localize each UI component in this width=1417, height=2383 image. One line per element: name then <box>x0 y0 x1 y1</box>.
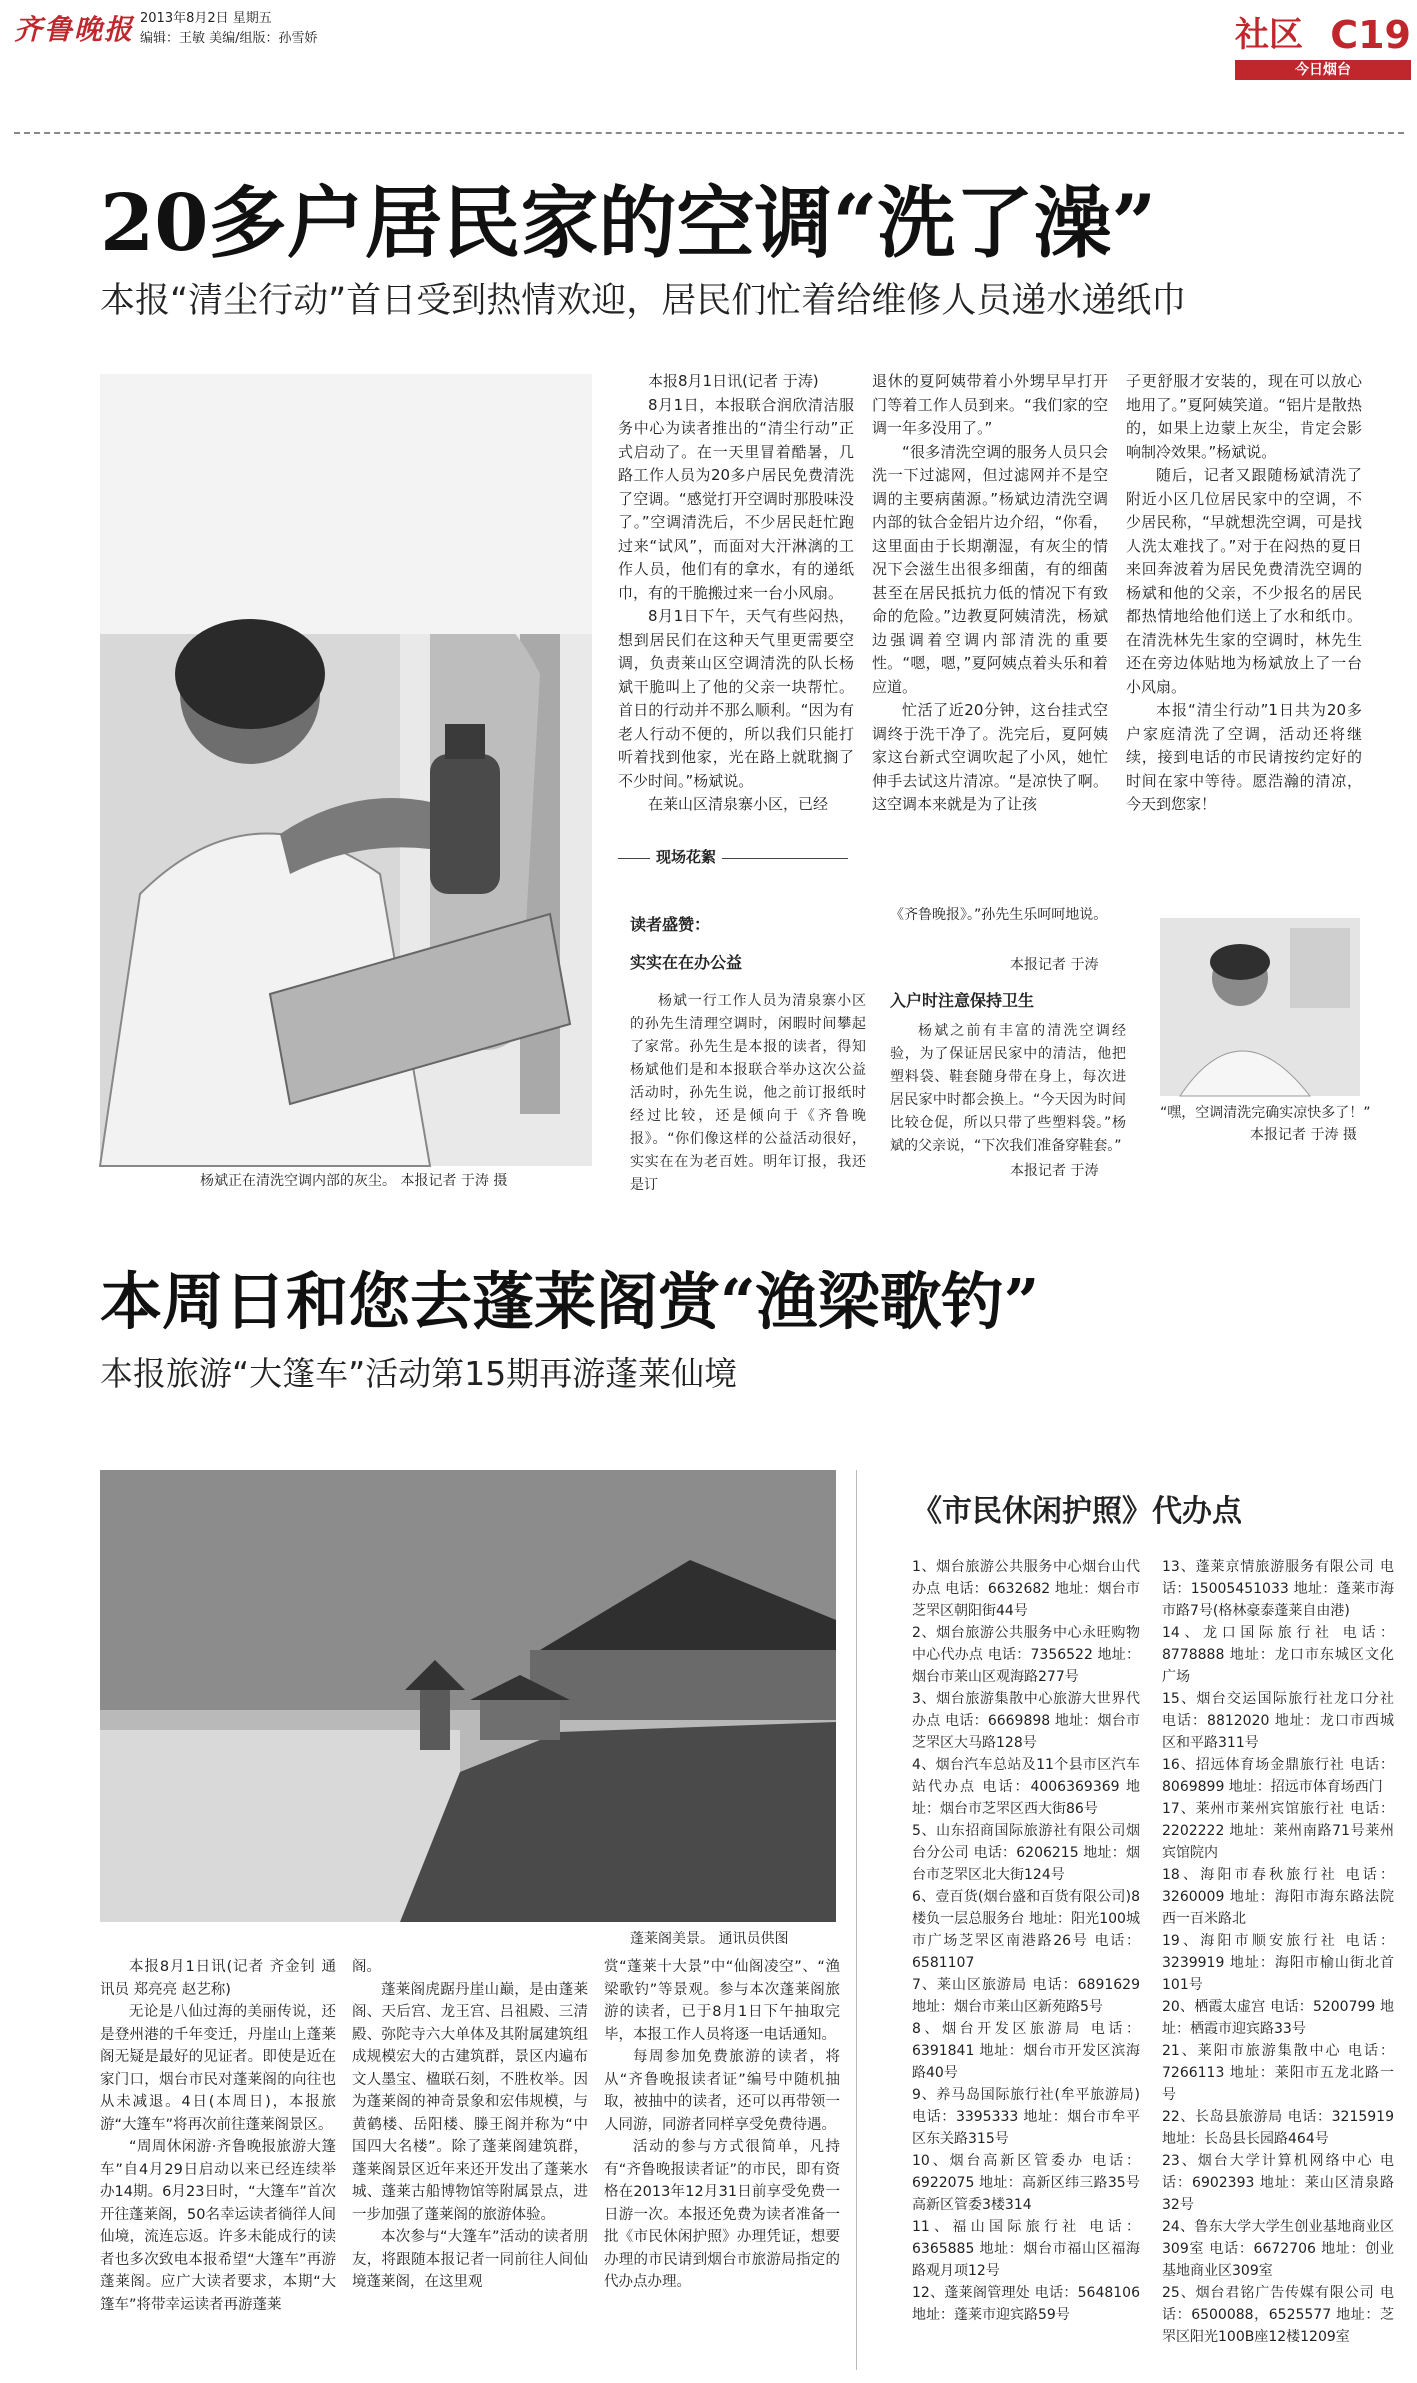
story2-subhead: 本报旅游“大篷车”活动第15期再游蓬莱仙境 <box>100 1354 738 1393</box>
editor-line: 编辑：王敏 美编/组版：孙雪娇 <box>140 31 318 46</box>
story1-col3-para: 子更舒服才安装的，现在可以放心地用了。”夏阿姨笑道。“铝片是散热的，如果上边蒙上灰尘，肯定会影响制冷效果。”杨斌说。 <box>1126 372 1362 461</box>
story2-col1-para: 无论是八仙过海的美丽传说，还是登州港的千年变迁，丹崖山上蓬莱阁无疑是最好的见证者。即使是近在家门口，烟台市民对蓬莱阁的向往也从未减退。4日(本周日)，本报旅游“大篷车”将再次前往蓬莱阁景区。 <box>100 2004 336 2133</box>
story2-column-2 <box>352 1956 588 2376</box>
list-item: 17、莱州市莱州宾馆旅行社 电话：2202222 地址：莱州南路71号莱州宾馆院内 <box>1162 1801 1394 1861</box>
list-item: 5、山东招商国际旅游社有限公司烟台分公司 电话：6206215 地址：烟台市芝罘区北大街124号 <box>912 1823 1140 1883</box>
passport-list-right <box>1162 1556 1394 2376</box>
box1-text-para: 杨斌一行工作人员为清泉寨小区的孙先生清理空调时，闲暇时间攀起了家常。孙先生是本报的读者，得知杨斌他们是和本报联合举办这次公益活动时，孙先生说，他之前订报纸时经过比较，还是倾向于《齐鲁晚报》。“你们像这样的公益活动很好，实实在在为老百姓。明年订报，我还是订 <box>630 993 866 1193</box>
list-item: 4、烟台汽车总站及11个县市区汽车站代办点 电话：4006369369 地址：烟台市芝罘区西大街86号 <box>912 1757 1140 1817</box>
box2-text-2 <box>890 1020 1126 1158</box>
smiling-man-illustration <box>1160 918 1360 1096</box>
list-item: 3、烟台旅游集散中心旅游大世界代办点 电话：6669898 地址：烟台市芝罘区大马路128号 <box>912 1691 1140 1751</box>
small-photo-caption: “嘿，空调清洗完确实凉快多了！” <box>1160 1105 1371 1121</box>
list-item: 21、莱阳市旅游集散中心 电话：7266113 地址：莱阳市五龙北路一号 <box>1162 2043 1394 2103</box>
list-item: 11、福山国际旅行社 电话：6365885 地址：烟台市福山区福海路观月项12号 <box>912 2219 1140 2279</box>
list-item: 22、长岛县旅游局 电话：3215919 地址：长岛县长园路464号 <box>1162 2109 1394 2147</box>
story2-col1-para: “周周休闲游·齐鲁晚报旅游大篷车”自4月29日启动以来已经连续举办14期。6月23日时，“大篷车”首次开往蓬莱阁，50名幸运读者徜徉人间仙境，流连忘返。许多未能成行的读者也多次致电本报希望“大篷车”再游蓬莱阁。应广大读者要求，本期“大篷车”将带幸运读者再游蓬莱 <box>100 2139 336 2313</box>
story1-column-1 <box>618 370 854 813</box>
passport-list-title: 《市民休闲护照》代办点 <box>912 1494 1242 1529</box>
sidebar-label: 现场花絮 <box>650 846 722 867</box>
list-item: 20、栖霞太虚宫 电话：5200799 地址：栖霞市迎宾路33号 <box>1162 1999 1394 2037</box>
story2-photo <box>100 1470 836 1922</box>
list-divider <box>856 1470 857 2370</box>
story2-col3-para: 每周参加免费旅游的读者，将从“齐鲁晚报读者证”编号中随机抽取，被抽中的读者，还可以再带领一人同游，同游者同样享受免费待遇。 <box>604 2049 840 2133</box>
story2-column-3 <box>604 1956 840 2376</box>
list-item: 18、海阳市春秋旅行社 电话：3260009 地址：海阳市海东路法院西一百米路北 <box>1162 1867 1394 1927</box>
story2-photo-caption: 蓬莱阁美景。 通讯员供图 <box>630 1931 789 1947</box>
section-name: 社区 <box>1235 15 1303 55</box>
list-item: 16、招远体育场金鼎旅行社 电话：8069899 地址：招远市体育场西门 <box>1162 1757 1394 1795</box>
page-number: C19 <box>1330 13 1411 57</box>
small-photo-credit: 本报记者 于涛 摄 <box>1250 1127 1357 1143</box>
story1-col1-para: 8月1日下午，天气有些闷热，想到居民们在这种天气里更需要空调，负责莱山区空调清洗的队长杨斌干脆叫上了他的父亲一块帮忙。首日的行动并不那么顺利。“因为有老人行动不便的，所以我们只能打听着找到他家，光在路上就耽搁了不少时间。”杨斌说。 <box>618 607 854 790</box>
date-line: 2013年8月2日 星期五 <box>140 11 272 26</box>
section-header <box>1235 14 1411 80</box>
box2-text-1 <box>890 904 1126 952</box>
list-item: 6、壹百货(烟台盛和百货有限公司)8楼负一层总服务台 地址：阳光100城市广场芝罘区南港路26号 电话：6581107 <box>912 1889 1140 1971</box>
story1-col1-para: 在莱山区清泉寨小区，已经 <box>648 795 829 813</box>
story1-main-photo <box>100 374 592 1166</box>
story2-col3-para: 活动的参与方式很简单，凡持有“齐鲁晚报读者证”的市民，即有资格在2013年12月31日前享受免费一日游一次。本报还免费为读者准备一批《市民休闲护照》办理凭证，想要办理的市民请到烟台市旅游局指定的代办点办理。 <box>604 2139 840 2290</box>
box2-title: 入户时注意保持卫生 <box>890 991 1035 1010</box>
story1-col3-para: 本报“清尘行动”1日共为20多户家庭清洗了空调，活动还将继续，接到电话的市民请按约定好的时间在家中等待。愿浩瀚的清凉，今天到您家！ <box>1126 701 1362 813</box>
story2-col1-para: 本报8月1日讯(记者 齐金钊 通讯员 郑亮亮 赵艺称) <box>100 1959 336 1998</box>
list-item: 13、蓬莱京情旅游服务有限公司 电话：15005451033 地址：蓬莱市海市路7号(格林豪泰蓬莱自由港) <box>1162 1559 1394 1619</box>
story1-small-photo <box>1160 918 1360 1096</box>
passport-list-left <box>912 1556 1140 2376</box>
box1-title-2: 实实在在办公益 <box>630 953 743 972</box>
list-item: 14、龙口国际旅行社 电话：8778888 地址：龙口市东城区文化广场 <box>1162 1625 1394 1685</box>
section-tag: 今日烟台 <box>1235 60 1411 80</box>
list-item: 8、烟台开发区旅游局 电话：6391841 地址：烟台市开发区滨海路40号 <box>912 2021 1140 2081</box>
story1-photo-caption: 杨斌正在清洗空调内部的灰尘。 本报记者 于涛 摄 <box>200 1173 508 1189</box>
list-item: 2、烟台旅游公共服务中心永旺购物中心代办点 电话：7356522 地址：烟台市莱山区观海路277号 <box>912 1625 1140 1685</box>
story2-column-1 <box>100 1956 336 2376</box>
story1-col2-para: 退休的夏阿姨带着小外甥早早打开门等着工作人员到来。“我们家的空调一年多没用了。” <box>872 372 1108 437</box>
list-item: 7、莱山区旅游局 电话：6891629 地址：烟台市莱山区新苑路5号 <box>912 1977 1140 2015</box>
story2-col2-para: 阁。 <box>352 1959 381 1975</box>
masthead-divider <box>14 132 1404 134</box>
list-item: 12、蓬莱阁管理处 电话：5648106 地址：蓬莱市迎宾路59号 <box>912 2285 1140 2323</box>
list-item: 1、烟台旅游公共服务中心烟台山代办点 电话：6632682 地址：烟台市芝罘区朝阳街44号 <box>912 1559 1140 1619</box>
story2-col2-para: 本次参与“大篷车”活动的读者朋友，将跟随本报记者一同前往人间仙境蓬莱阁，在这里观 <box>352 2229 588 2290</box>
story2-col3-para: 赏“蓬莱十大景”中“仙阁凌空”、“渔梁歌钓”等景观。参与本次蓬莱阁旅游的读者，已于8月1日下午抽取完毕，本报工作人员将逐一电话通知。 <box>604 1959 840 2043</box>
list-item: 23、烟台大学计算机网络中心 电话：6902393 地址：莱山区清泉路32号 <box>1162 2153 1394 2213</box>
list-item: 24、鲁东大学大学生创业基地商业区309室 电话：6672706 地址：创业基地商业区309室 <box>1162 2219 1394 2279</box>
penglai-pavilion-illustration <box>100 1470 836 1922</box>
story1-col2-para: “很多清洗空调的服务人员只会洗一下过滤网，但过滤网并不是空调的主要病菌源。”杨斌边清洗空调内部的钛合金铝片边介绍，“你看，这里面由于长期潮湿，有灰尘的情况下会滋生出很多细菌，有的细菌甚至在居民抵抗力低的情况下有致命的危险。”边教夏阿姨清洗，杨斌边强调着空调内部清洗的重要性。“嗯，嗯，”夏阿姨点着头乐和着应道。 <box>872 442 1108 696</box>
story1-column-3 <box>1126 370 1362 813</box>
story1-col2-para: 忙活了近20分钟，这台挂式空调终于洗干净了。洗完后，夏阿姨家这台新式空调吹起了小风，她忙伸手去试这片清凉。“是凉快了啊。这空调本来就是为了让孩 <box>872 701 1108 813</box>
list-item: 15、烟台交运国际旅行社龙口分社 电话：8812020 地址：龙口市西城区和平路311号 <box>1162 1691 1394 1751</box>
story1-headline: 20多户居民家的空调“洗了澡” <box>100 178 1157 269</box>
box1-title-1: 读者盛赞： <box>630 915 711 934</box>
list-item: 9、养马岛国际旅行社(牟平旅游局) 电话：3395333 地址：烟台市牟平区东关路315号 <box>912 2087 1140 2147</box>
newspaper-logo: 齐鲁晚报 <box>14 13 135 46</box>
story2-col2-para: 蓬莱阁虎踞丹崖山巅，是由蓬莱阁、天后宫、龙王宫、吕祖殿、三清殿、弥陀寺六大单体及其附属建筑组成规模宏大的古建筑群，景区内遍布文人墨宝、楹联石刻，不胜枚举。因为蓬莱阁的神奇景象和宏伟规模，与黄鹤楼、岳阳楼、滕王阁并称为“中国四大名楼”。除了蓬莱阁建筑群，蓬莱阁景区近年来还开发出了蓬莱水城、蓬莱古船博物馆等附属景点，进一步加强了蓬莱阁的旅游体验。 <box>352 1981 588 2223</box>
list-item: 19、海阳市顺安旅行社 电话：3239919 地址：海阳市榆山街北首101号 <box>1162 1933 1394 1993</box>
box1-text <box>630 990 866 1193</box>
box2-text-1-para: 《齐鲁晚报》。”孙先生乐呵呵地说。 <box>890 907 1108 923</box>
story1-column-2 <box>872 370 1108 813</box>
story2-headline: 本周日和您去蓬莱阁赏“渔梁歌钓” <box>100 1265 1040 1338</box>
story1-subhead: 本报“清尘行动”首日受到热情欢迎，居民们忙着给维修人员递水递纸巾 <box>100 281 1187 321</box>
man-cleaning-ac-illustration <box>100 374 592 1166</box>
story1-col3-para: 随后，记者又跟随杨斌清洗了附近小区几位居民家中的空调，不少居民称，“早就想洗空调，可是找人洗太难找了。”对于在闷热的夏日来回奔波着为居民免费清洗空调的杨斌和他的父亲，不少报名的居民都热情地给他们送上了水和纸巾。在清洗林先生家的空调时，林先生还在旁边体贴地为杨斌放上了一台小风扇。 <box>1126 466 1362 696</box>
list-item: 25、烟台君铭广告传媒有限公司 电话：6500088，6525577 地址：芝罘区阳光100B座12楼1209室 <box>1162 2285 1394 2345</box>
box2-credit-2: 本报记者 于涛 <box>1010 1163 1099 1179</box>
story1-col1-para: 8月1日，本报联合润欣清洁服务中心为读者推出的“清尘行动”正式启动了。在一天里冒着酷暑，几路工作人员为20多户居民免费清洗了空调。“感觉打开空调时那股味没了。”空调清洗后，不少居民赶忙跑过来“试风”，而面对大汗淋漓的工作人员，他们有的拿水，有的递纸巾，有的干脆搬过来一台小风扇。 <box>618 395 854 602</box>
story1-col1-para: 本报8月1日讯(记者 于涛) <box>648 372 819 390</box>
box2-text-2-para: 杨斌之前有丰富的清洗空调经验，为了保证居民家中的清洁，他把塑料袋、鞋套随身带在身上，每次进居民家中时都会换上。“今天因为时间比较仓促，所以只带了些塑料袋。”杨斌的父亲说，“下次我们准备穿鞋套。” <box>890 1023 1126 1154</box>
box2-credit-1: 本报记者 于涛 <box>1010 957 1099 973</box>
list-item: 10、烟台高新区管委办 电话：6922075 地址：高新区纬三路35号高新区管委3楼314 <box>912 2153 1140 2213</box>
